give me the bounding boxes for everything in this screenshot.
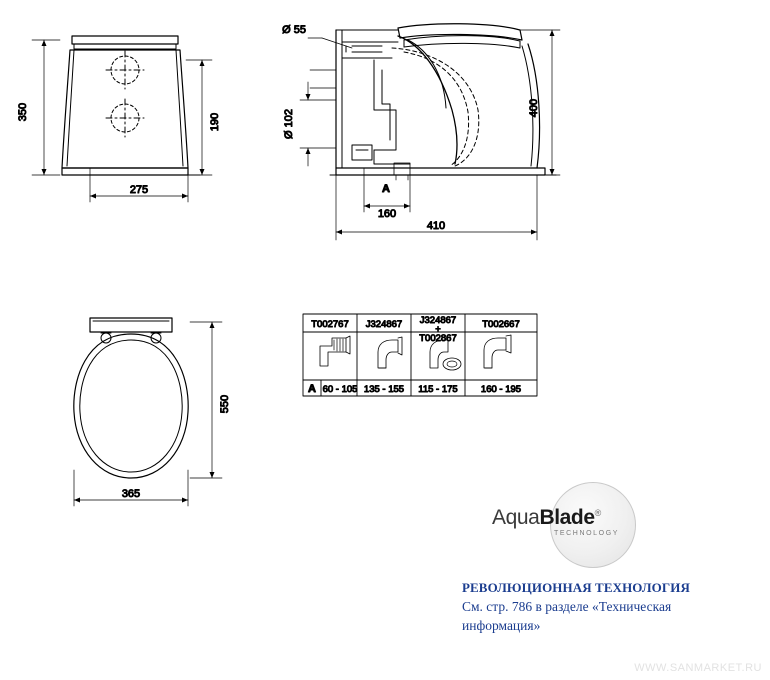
caption-block — [462, 578, 762, 635]
table-code-3-line2: + — [435, 324, 441, 335]
logo-trademark: ® — [594, 508, 601, 518]
watermark: WWW.SANMARKET.RU — [634, 662, 762, 674]
caption-line-3: информация» — [462, 618, 541, 633]
dim-outlet-offset: 160 — [377, 208, 397, 220]
top-plan-view — [74, 318, 222, 506]
caption-line-2: См. стр. 786 в разделе «Техническая — [462, 599, 672, 614]
dim-front-width: 275 — [129, 184, 149, 196]
dim-front-base-height: 190 — [209, 112, 221, 132]
logo-subtitle: TECHNOLOGY — [554, 530, 620, 537]
dim-plan-width: 365 — [121, 488, 141, 500]
dim-outlet-diameter: Ø 102 — [283, 109, 295, 139]
table-range-4: 160 - 195 — [480, 384, 522, 395]
connector-pictogram-2 — [378, 337, 402, 368]
logo-blade: Blade — [539, 506, 595, 529]
table-range-2: 135 - 155 — [363, 384, 405, 395]
connector-pictogram-4 — [484, 335, 511, 368]
dim-plan-length: 550 — [219, 394, 231, 414]
connector-pictogram-1 — [320, 336, 350, 366]
logo-aqua: Aqua — [492, 506, 540, 529]
dim-side-height: 400 — [528, 98, 540, 118]
aquablade-logo — [492, 480, 652, 570]
side-section-view — [300, 24, 560, 240]
table-code-2: J324867 — [365, 319, 403, 330]
table-code-3-line3: T002867 — [419, 333, 457, 344]
table-code-3-line1: J324867 — [419, 315, 457, 326]
front-elevation-view — [32, 36, 212, 202]
dim-side-depth: 410 — [426, 220, 446, 232]
table-code-4: T002667 — [482, 319, 520, 330]
table-range-1: 60 - 105 — [322, 384, 358, 395]
caption-line-1: РЕВОЛЮЦИОННАЯ ТЕХНОЛОГИЯ — [462, 580, 690, 595]
table-range-3: 115 - 175 — [418, 384, 458, 395]
table-code-1: T002767 — [311, 319, 349, 330]
marker-a-side: A — [382, 183, 390, 195]
dim-inlet-diameter: Ø 55 — [282, 24, 306, 36]
dim-front-height: 350 — [17, 102, 29, 122]
connector-pictogram-3 — [430, 340, 461, 370]
logo-wordmark — [492, 506, 652, 530]
table-row-label: A — [308, 383, 316, 395]
